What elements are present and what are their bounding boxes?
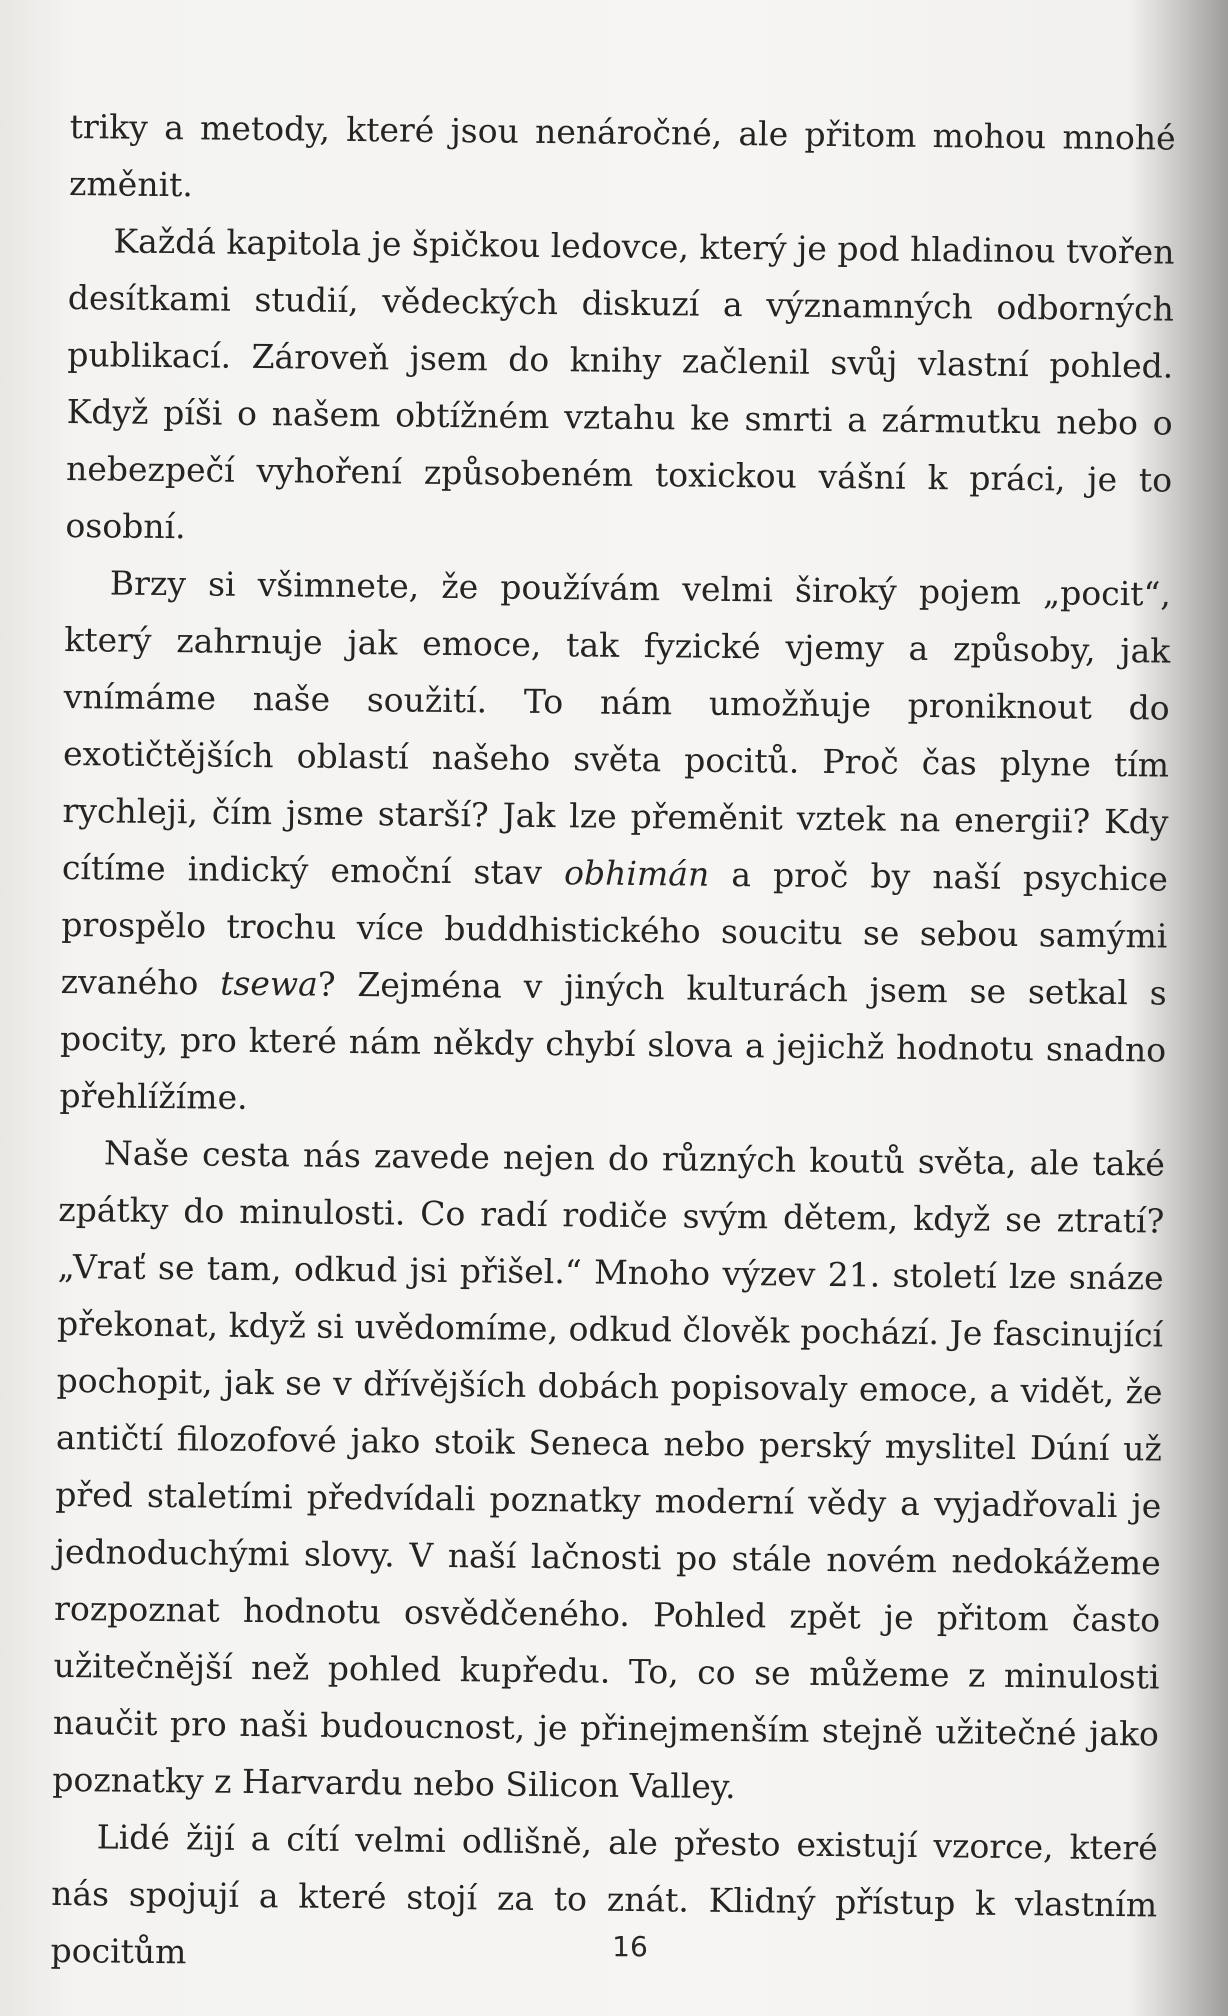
paragraph-text: triky a metody, které jsou nenáročné, ale přitom mohou mnohé změnit. bbox=[68, 106, 1176, 205]
paragraph bbox=[69, 98, 1176, 224]
paragraph bbox=[50, 1808, 1158, 1991]
body-text bbox=[50, 98, 1176, 1990]
italic-term: obhimán bbox=[563, 853, 710, 894]
paragraph bbox=[59, 554, 1171, 1136]
paragraph-text: a proč by naší psychice prospělo trochu více buddhistického soucitu se sebou samými zvaného bbox=[60, 854, 1169, 1003]
paragraph bbox=[52, 1124, 1165, 1820]
paragraph-text: Naše cesta nás zavede nejen do různých koutů světa, ale také zpátky do minulosti. Co radí rodiče svým dětem, když se ztratí? „Vrať se tam, odkud jsi přišel.“ Mnoho výzev 21. století lze snáze překonat, když si uvědomíme, odkud člověk pochází. Je fascinující pochopit, jak se v dřívějších dobách popisovaly emoce, a vidět, že antičtí filozofové jako stoik Seneca nebo perský myslitel Dúní už před staletími předvídali poznatky moderní vědy a vyjadřovali je jednoduchými slovy. V naší lačnosti po stále novém nedokážeme rozpoznat hodnotu osvědčeného. Pohled zpět je přitom často užitečnější než pohled kupředu. To, co se můžeme z minulosti naučit pro naši budoucnost, je přinejmenším stejně užitečné jako poznatky z Harvardu nebo Silicon Valley. bbox=[52, 1133, 1166, 1807]
paragraph-text: ? Zejména v jiných kulturách jsem se setkal s pocity, pro které nám někdy chybí slova a jejichž hodnotu snadno přehlížíme. bbox=[59, 964, 1167, 1117]
paragraph-text: Lidé žijí a cítí velmi odlišně, ale přesto existují vzorce, které nás spojují a které stojí za to znát. Klidný přístup k vlastním pocitům bbox=[50, 1817, 1158, 1972]
paragraph-text: Brzy si všimnete, že používám velmi široký pojem „pocit“, který zahrnuje jak emoce, tak fyzické vjemy a způsoby, jak vnímáme naše soužití. To nám umožňuje proniknout do exotičtějších oblastí našeho světa pocitů. Proč čas plyne tím rychleji, čím jsme starší? Jak lze přeměnit vztek na energii? Kdy cítíme indický emoční stav bbox=[61, 563, 1172, 893]
paragraph-text: Každá kapitola je špičkou ledovce, který je pod hladinou tvořen desítkami studií, vědeckých diskuzí a významných odborných publikací. Zároveň jsem do knihy začlenil svůj vlastní pohled. Když píši o našem obtížném vztahu ke smrti a zármutku nebo o nebezpečí vyhoření způsobeném toxickou vášní k práci, je to osobní. bbox=[65, 221, 1175, 547]
page-number: 16 bbox=[612, 1930, 648, 1963]
italic-term: tsewa bbox=[220, 963, 319, 1004]
paragraph bbox=[65, 212, 1175, 566]
